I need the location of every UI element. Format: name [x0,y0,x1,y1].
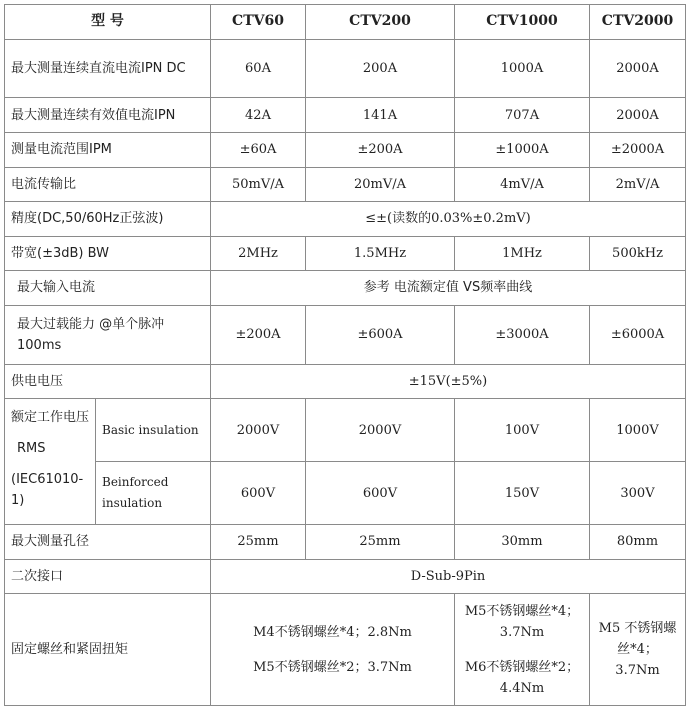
cell-value: 1000A [455,39,590,98]
row-label-ratio: 电流传输比 [5,167,211,202]
cell-value: 2MHz [211,236,306,271]
spec-table [4,4,686,706]
cell-value: 141A [306,98,455,133]
cell-value: 600V [306,462,455,525]
screws-line: M5不锈钢螺丝*2；3.7Nm [253,659,412,675]
row-label-aperture: 最大测量孔径 [5,525,211,560]
basic-insulation-label: Basic insulation [96,399,211,462]
table-row [5,167,686,202]
header-ctv2000: CTV2000 [590,5,686,40]
cell-value: 1.5MHz [306,236,455,271]
row-label-ipn-rms: 最大测量连续有效值电流IPN [5,98,211,133]
row-label-screws: 固定螺丝和紧固扭矩 [5,594,211,706]
cell-value-merged: ≤±(读数的0.03%±0.2mV) [211,202,686,237]
screws-line: M6不锈钢螺丝*2；4.4Nm [464,659,580,696]
row-label-interface: 二次接口 [5,559,211,594]
table-row [5,399,686,462]
cell-value: 25mm [211,525,306,560]
row-label-overload: 最大过载能力 @单个脉冲100ms [5,305,211,364]
cell-value: 1000V [590,399,686,462]
header-model: 型 号 [5,5,211,40]
row-label-bandwidth: 带宽(±3dB) BW [5,236,211,271]
cell-value: 2000A [590,39,686,98]
table-row [5,559,686,594]
screws-cell-ctv2000: M5 不锈钢螺丝*4；3.7Nm [590,594,686,706]
header-ctv60: CTV60 [211,5,306,40]
header-ctv200: CTV200 [306,5,455,40]
screws-line: M5不锈钢螺丝*4；3.7Nm [464,603,580,640]
cell-value: ±2000A [590,132,686,167]
cell-value: 600V [211,462,306,525]
cell-value: ±200A [211,305,306,364]
cell-value: ±200A [306,132,455,167]
cell-value: 300V [590,462,686,525]
cell-value: ±60A [211,132,306,167]
rated-voltage-line3: (IEC61010-1) [11,472,84,509]
cell-value: 4mV/A [455,167,590,202]
cell-value: 2mV/A [590,167,686,202]
cell-value: 30mm [455,525,590,560]
cell-value: 60A [211,39,306,98]
table-row [5,202,686,237]
table-header-row [5,5,686,40]
cell-value: 2000V [306,399,455,462]
cell-value-merged: ±15V(±5%) [211,364,686,399]
cell-value: ±1000A [455,132,590,167]
table-row [5,462,686,525]
header-ctv1000: CTV1000 [455,5,590,40]
cell-value: 100V [455,399,590,462]
table-row [5,236,686,271]
cell-value: ±3000A [455,305,590,364]
screws-cell-ctv60-ctv200 [211,594,455,706]
cell-value: 50mV/A [211,167,306,202]
table-row [5,39,686,98]
cell-value-merged: 参考 电流额定值 VS频率曲线 [211,271,686,306]
cell-value: 2000A [590,98,686,133]
cell-value: 500kHz [590,236,686,271]
table-row [5,305,686,364]
row-label-ipn-dc: 最大测量连续直流电流IPN DC [5,39,211,98]
row-label-accuracy: 精度(DC,50/60Hz正弦波) [5,202,211,237]
cell-value: 150V [455,462,590,525]
cell-value-merged: D-Sub-9Pin [211,559,686,594]
cell-value: 2000V [211,399,306,462]
row-label-ipm: 测量电流范围IPM [5,132,211,167]
cell-value: 42A [211,98,306,133]
cell-value: ±6000A [590,305,686,364]
table-row [5,132,686,167]
table-row [5,594,686,706]
screws-line: M4不锈钢螺丝*4；2.8Nm [253,624,412,640]
table-row [5,364,686,399]
rated-voltage-line1: 额定工作电压 [11,410,90,426]
cell-value: 80mm [590,525,686,560]
row-label-max-input: 最大输入电流 [5,271,211,306]
cell-value: 200A [306,39,455,98]
row-label-rated-voltage [5,399,96,525]
cell-value: ±600A [306,305,455,364]
row-label-supply: 供电电压 [5,364,211,399]
table-row [5,271,686,306]
cell-value: 20mV/A [306,167,455,202]
rated-voltage-line2: RMS [17,441,46,457]
screws-cell-ctv1000 [455,594,590,706]
table-row [5,525,686,560]
table-row [5,98,686,133]
cell-value: 707A [455,98,590,133]
cell-value: 25mm [306,525,455,560]
cell-value: 1MHz [455,236,590,271]
reinforced-insulation-label: Beinforced insulation [96,462,211,525]
